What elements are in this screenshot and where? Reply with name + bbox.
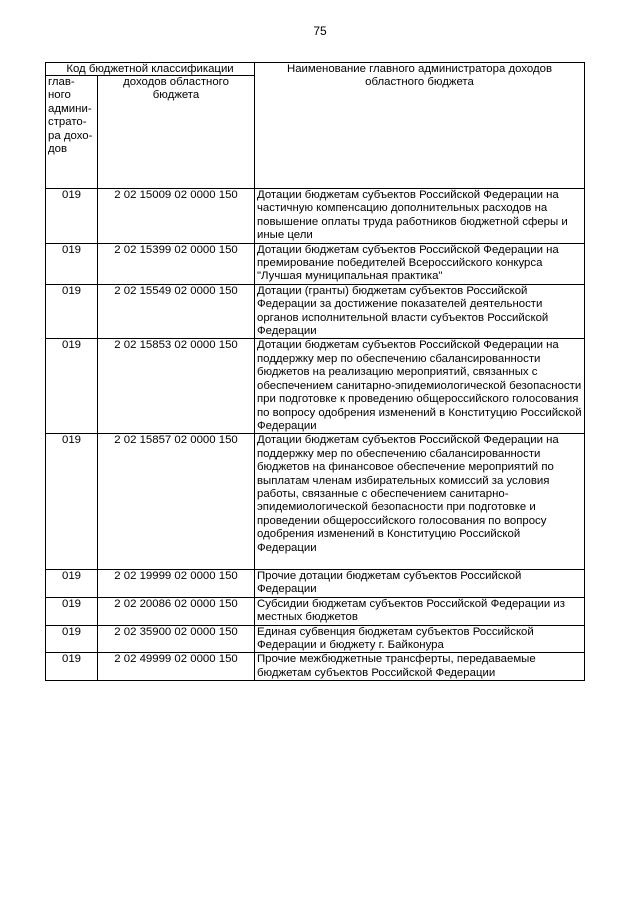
income-name: Дотации (гранты) бюджетам субъектов Российской Федерации за достижение показателей деятельности органов исполнительной власти субъектов Российской Федерации (255, 284, 585, 339)
header-regional-income: доходов областного бюджета (98, 76, 255, 189)
income-classification-code: 2 02 15853 02 0000 150 (98, 339, 255, 434)
income-name: Прочие межбюджетные трансферты, передаваемые бюджетам субъектов Российской Федерации (255, 653, 585, 681)
header-chief-administrator (46, 76, 98, 189)
budget-classification-table (45, 62, 585, 681)
table-row (46, 597, 585, 625)
income-name: Дотации бюджетам субъектов Российской Федерации на частичную компенсацию дополнительных расходов на повышение оплаты труда работников бюджетной сферы и иные цели (255, 189, 585, 244)
income-name: Субсидии бюджетам субъектов Российской Федерации из местных бюджетов (255, 597, 585, 625)
income-name: Дотации бюджетам субъектов Российской Федерации на поддержку мер по обеспечению сбалансированности бюджетов на реализацию мероприятий, связанных с обеспечением санитарно-эпидемиологической безопасности при подготовке к проведению общероссийского голосования по вопросу одобрения изменений в Конституцию Российской Федерации (255, 339, 585, 434)
income-classification-code: 2 02 15857 02 0000 150 (98, 434, 255, 570)
income-name: Прочие дотации бюджетам субъектов Российской Федерации (255, 569, 585, 597)
header-chief-administrator-line: страто- (48, 116, 87, 129)
header-chief-administrator-line: глав- (48, 76, 75, 88)
table-row (46, 653, 585, 681)
chief-administrator-code: 019 (46, 597, 98, 625)
header-classification-code: Код бюджетной классификации (46, 63, 255, 76)
chief-administrator-code: 019 (46, 653, 98, 681)
table-row (46, 243, 585, 284)
chief-administrator-code: 019 (46, 339, 98, 434)
table-row (46, 339, 585, 434)
income-classification-code: 2 02 19999 02 0000 150 (98, 569, 255, 597)
income-classification-code: 2 02 15009 02 0000 150 (98, 189, 255, 244)
chief-administrator-code: 019 (46, 625, 98, 653)
header-chief-administrator-line: админи- (48, 102, 92, 115)
page-number: 75 (313, 24, 327, 38)
header-chief-administrator-line: дов (48, 143, 68, 156)
income-classification-code: 2 02 35900 02 0000 150 (98, 625, 255, 653)
chief-administrator-code: 019 (46, 569, 98, 597)
chief-administrator-code: 019 (46, 284, 98, 339)
table-row (46, 625, 585, 653)
chief-administrator-code: 019 (46, 243, 98, 284)
table-row (46, 189, 585, 244)
income-name: Дотации бюджетам субъектов Российской Федерации на премирование победителей Всероссийского конкурса "Лучшая муниципальная практика" (255, 243, 585, 284)
table-row (46, 434, 585, 570)
table-row (46, 284, 585, 339)
header-chief-administrator-line: ра дохо- (48, 129, 93, 142)
table-body (46, 189, 585, 681)
income-classification-code: 2 02 20086 02 0000 150 (98, 597, 255, 625)
income-classification-code: 2 02 15399 02 0000 150 (98, 243, 255, 284)
table-row (46, 569, 585, 597)
header-chief-administrator-line: ного (48, 89, 71, 102)
income-name: Дотации бюджетам субъектов Российской Федерации на поддержку мер по обеспечению сбалансированности бюджетов на финансовое обеспечение мероприятий по выплатам членам избирательных комиссий за условия работы, связанные с обеспечением санитарно-эпидемиологической безопасности при подготовке и проведении общероссийского голосования по вопросу одобрения изменений в Конституцию Российской Федерации (255, 434, 585, 570)
chief-administrator-code: 019 (46, 434, 98, 570)
chief-administrator-code: 019 (46, 189, 98, 244)
header-administrator-name: Наименование главного администратора доходов областного бюджета (255, 63, 585, 189)
income-classification-code: 2 02 49999 02 0000 150 (98, 653, 255, 681)
income-classification-code: 2 02 15549 02 0000 150 (98, 284, 255, 339)
table-header (46, 63, 585, 189)
income-name: Единая субвенция бюджетам субъектов Российской Федерации и бюджету г. Байконура (255, 625, 585, 653)
header-chief-administrator-text (48, 76, 92, 155)
